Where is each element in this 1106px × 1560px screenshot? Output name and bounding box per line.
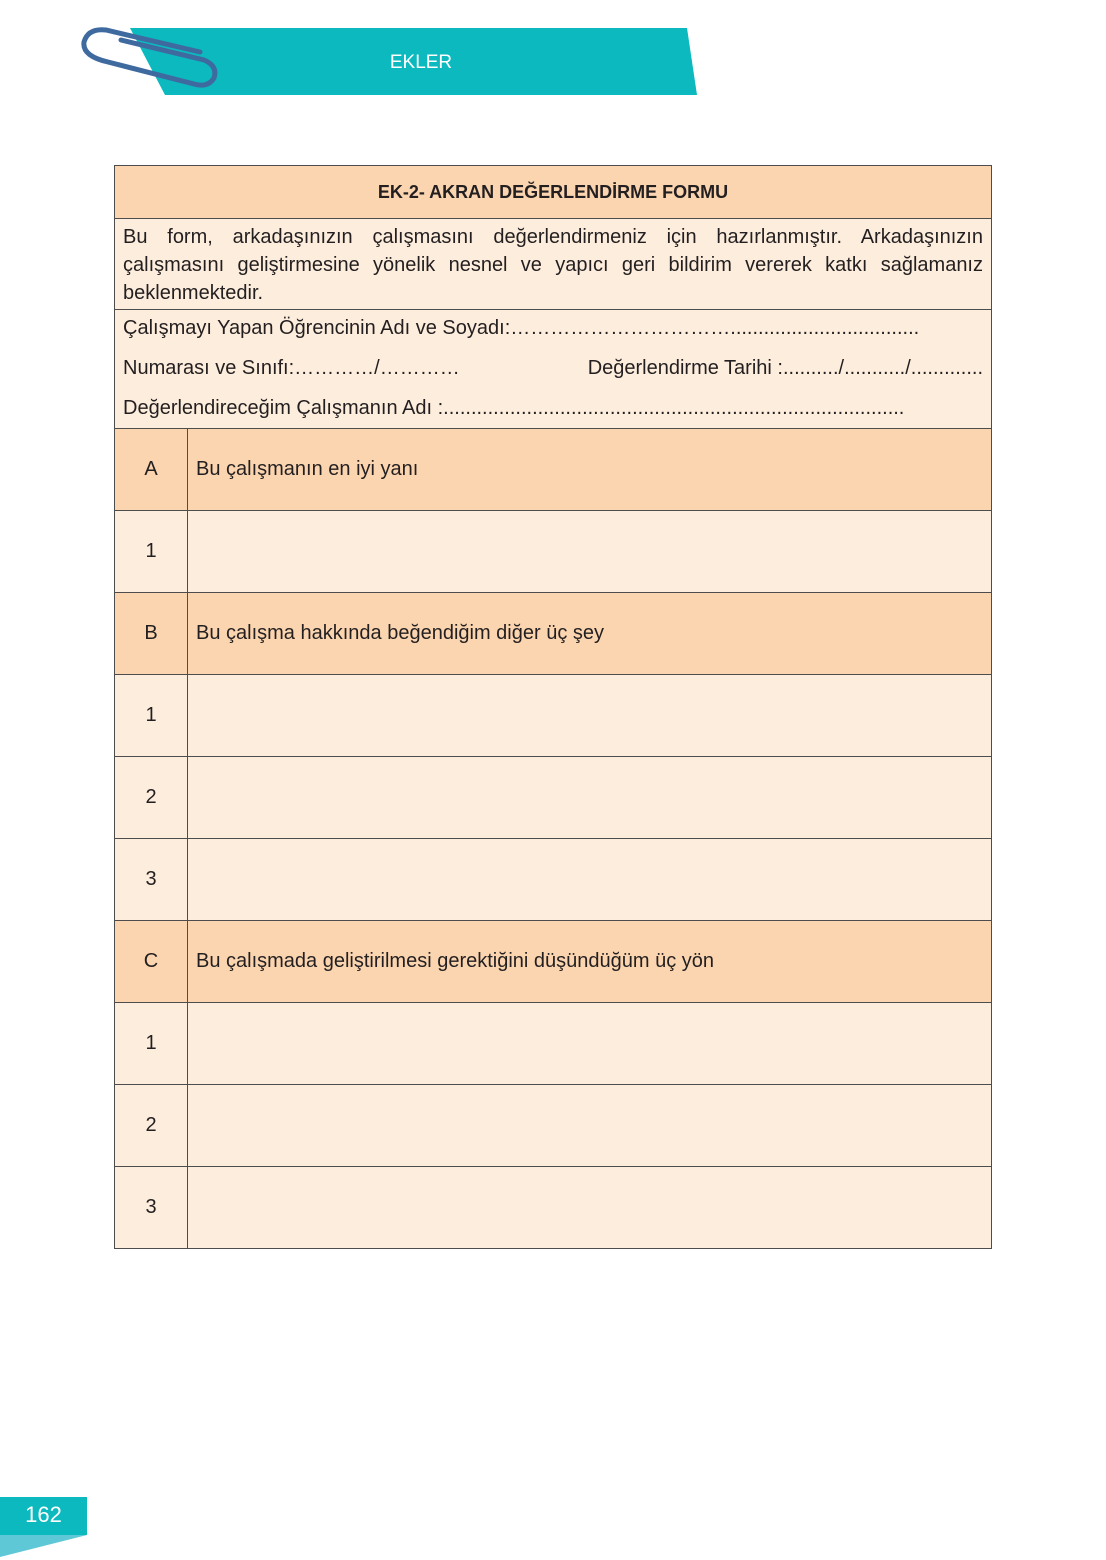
answer-cell[interactable] [188,1003,992,1085]
answer-cell[interactable] [188,757,992,839]
answer-cell[interactable] [188,1085,992,1167]
row-number: 1 [115,1003,188,1085]
answer-row [115,1003,992,1085]
paperclip-icon [76,22,221,92]
row-number: 3 [115,839,188,921]
section-prompt: Bu çalışma hakkında beğendiğim diğer üç şey [188,593,992,675]
student-name-field[interactable]: Çalışmayı Yapan Öğrencinin Adı ve Soyadı:…………………………….................................. [123,317,920,339]
page-number: 162 [0,1497,87,1535]
form-title: EK-2- AKRAN DEĞERLENDİRME FORMU [115,166,992,219]
section-prompt: Bu çalışmada geliştirilmesi gerektiğini düşündüğüm üç yön [188,921,992,1003]
section-row-a [115,429,992,511]
row-number: 1 [115,675,188,757]
answer-row [115,511,992,593]
answer-row [115,839,992,921]
section-row-b [115,593,992,675]
section-prompt: Bu çalışmanın en iyi yanı [188,429,992,511]
row-number: 1 [115,511,188,593]
section-label: A [115,429,188,511]
row-number: 3 [115,1167,188,1249]
row-number: 2 [115,1085,188,1167]
number-class-field[interactable]: Numarası ve Sınıfı:…………/………… [123,357,460,379]
answer-row [115,757,992,839]
form-intro: Bu form, arkadaşınızın çalışmasını değerlendirmeniz için hazırlanmıştır. Arkadaşınızın çalışmasını geliştirmesine yönelik nesnel ve yapıcı geri bildirim vererek katkı sağlamanız beklenmektedir. [115,219,992,310]
section-label: B [115,593,188,675]
answer-cell[interactable] [188,1167,992,1249]
section-label: C [115,921,188,1003]
answer-row [115,1085,992,1167]
answer-cell[interactable] [188,511,992,593]
page-tab-decoration [0,1535,90,1560]
peer-assessment-form [114,165,992,1249]
section-row-c [115,921,992,1003]
date-field[interactable]: Değerlendirme Tarihi :........../.........../............. [587,357,983,379]
answer-row [115,1167,992,1249]
work-name-field[interactable]: Değerlendireceğim Çalışmanın Adı :................................................................................... [123,397,905,419]
answer-cell[interactable] [188,839,992,921]
section-title: EKLER [389,52,453,73]
row-number: 2 [115,757,188,839]
answer-cell[interactable] [188,675,992,757]
answer-row [115,675,992,757]
